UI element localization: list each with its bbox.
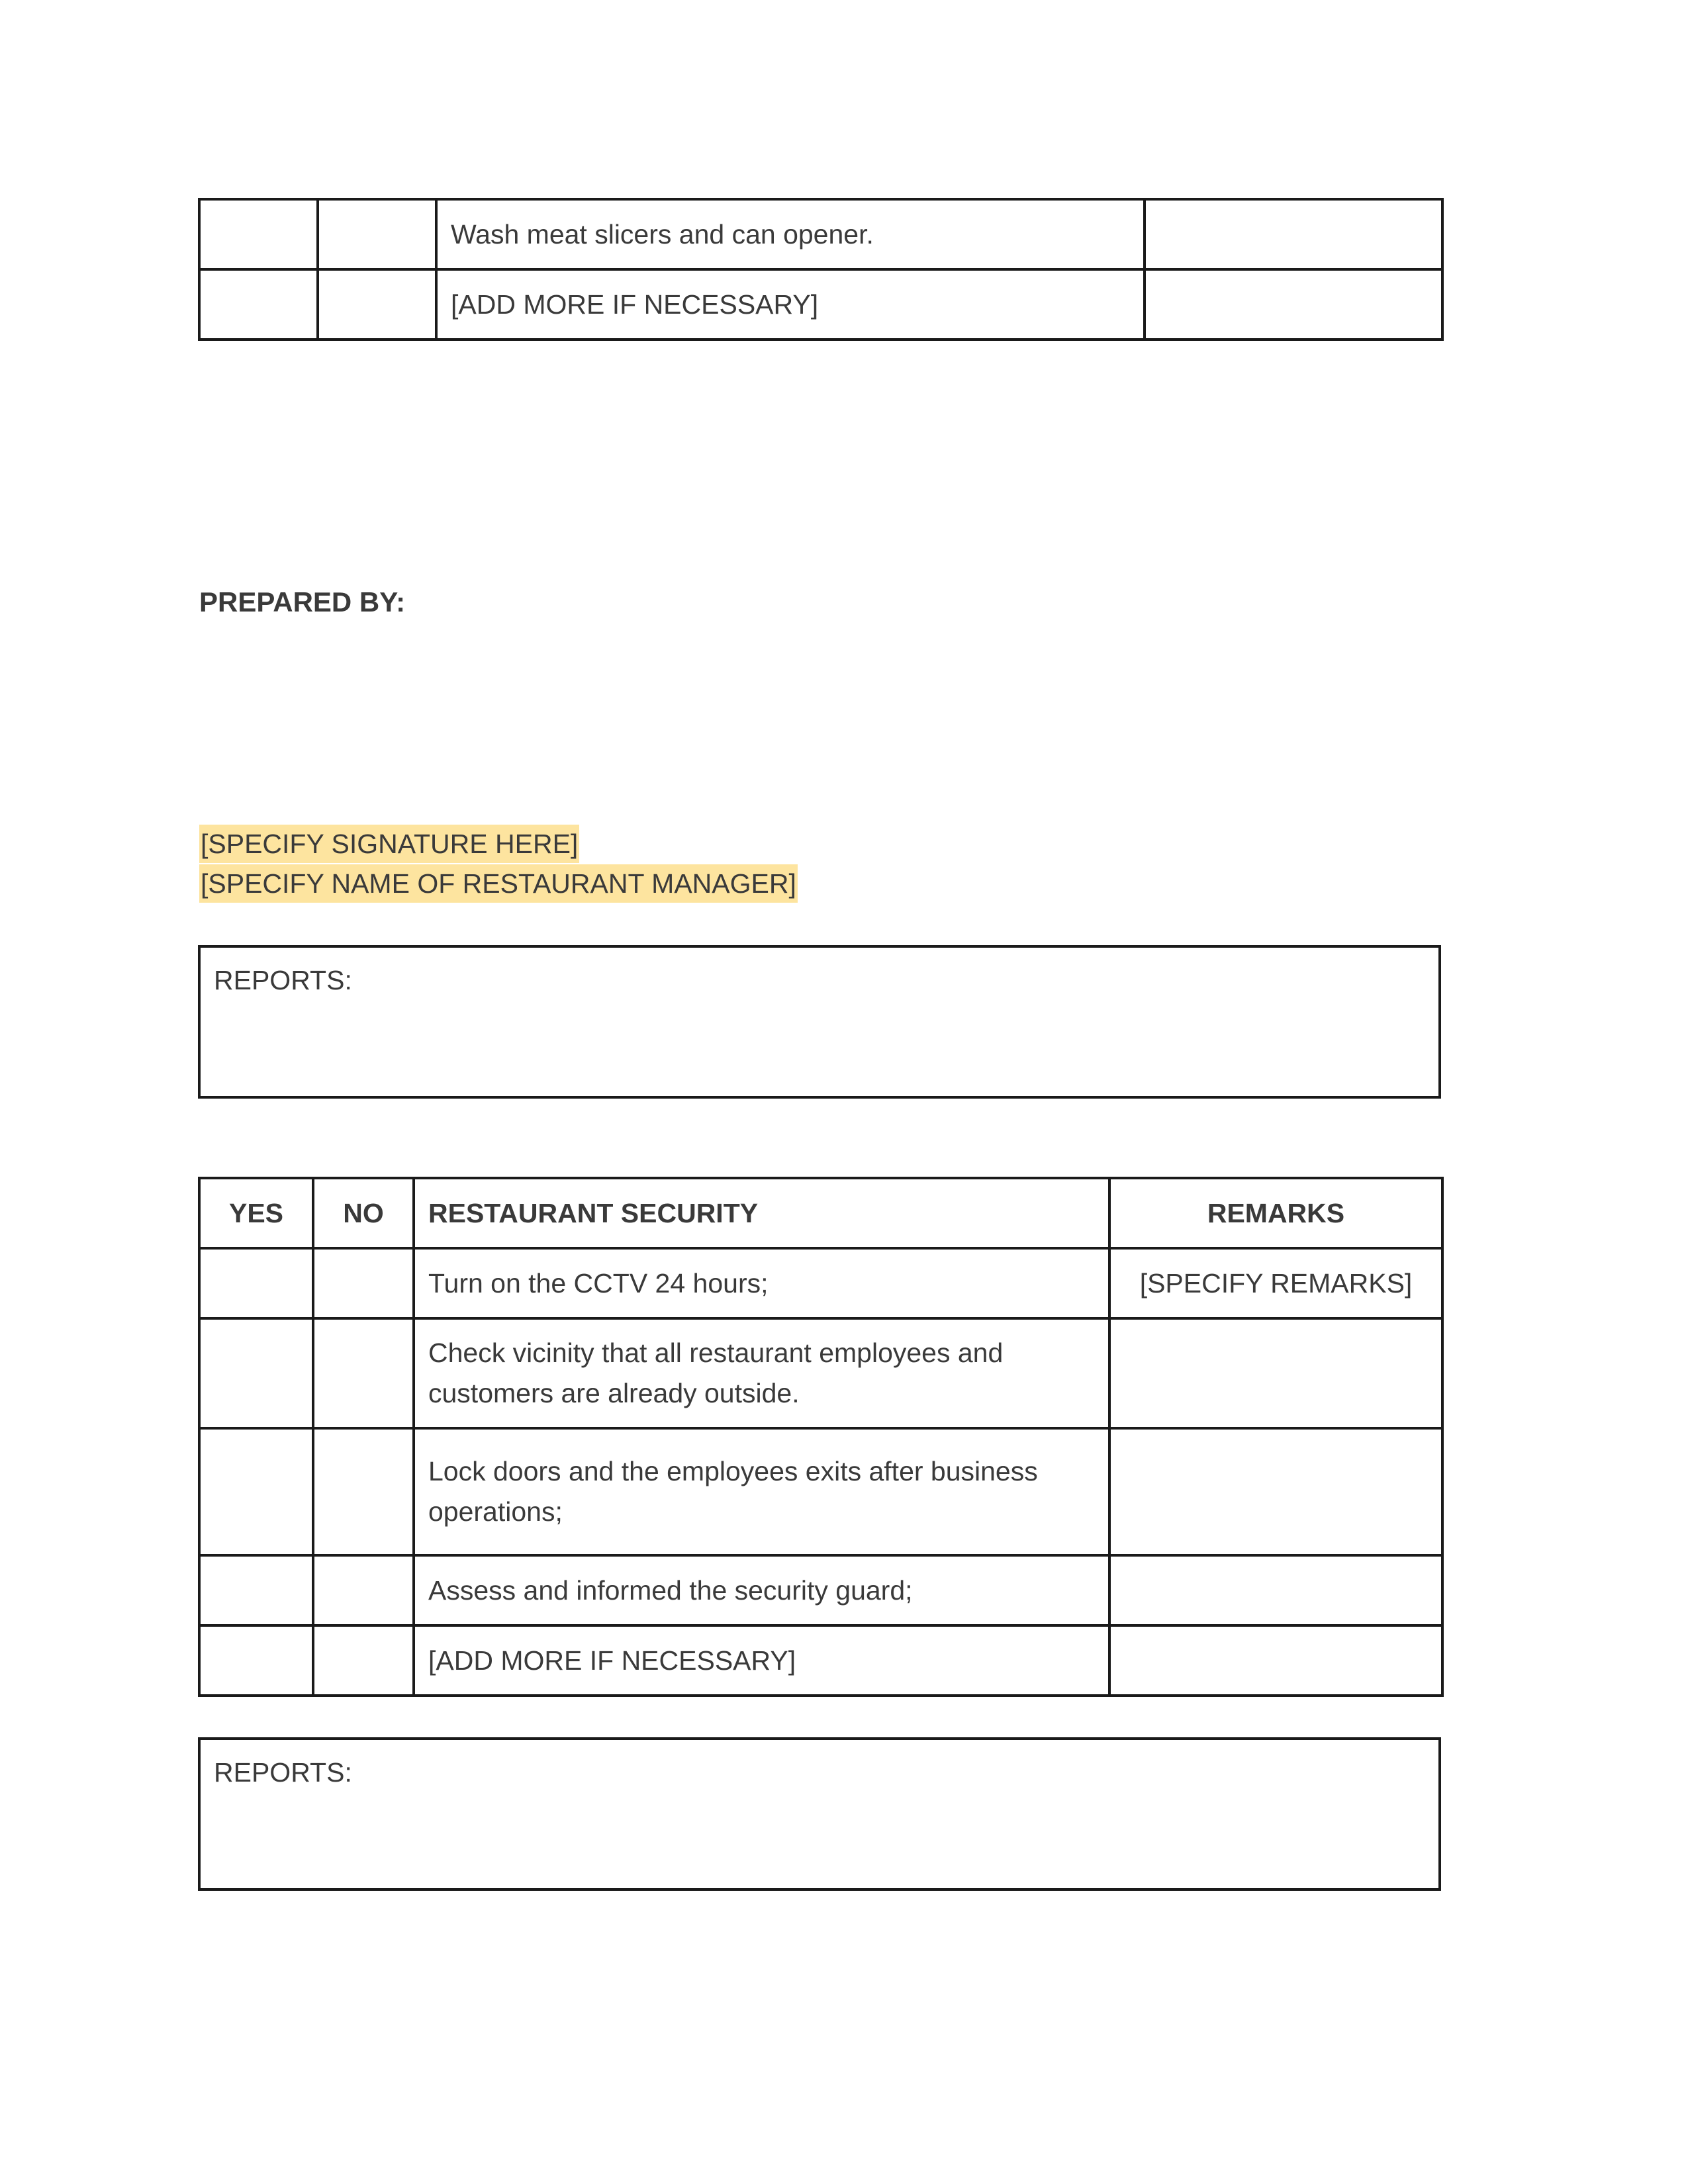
no-cell[interactable] bbox=[313, 1555, 414, 1625]
no-cell[interactable] bbox=[313, 1625, 414, 1696]
yes-cell[interactable] bbox=[199, 1555, 313, 1625]
yes-cell[interactable] bbox=[199, 269, 318, 340]
table-row bbox=[199, 1318, 1442, 1428]
task-cell: Turn on the CCTV 24 hours; bbox=[414, 1248, 1109, 1318]
table-row bbox=[199, 1428, 1442, 1555]
remarks-cell[interactable] bbox=[1145, 269, 1442, 340]
reports-label: REPORTS: bbox=[214, 965, 352, 995]
table-row bbox=[199, 1555, 1442, 1625]
remarks-cell[interactable] bbox=[1109, 1428, 1442, 1555]
no-cell[interactable] bbox=[313, 1318, 414, 1428]
manager-name-placeholder[interactable]: [SPECIFY NAME OF RESTAURANT MANAGER] bbox=[199, 864, 798, 903]
no-cell[interactable] bbox=[318, 269, 436, 340]
reports-label: REPORTS: bbox=[214, 1757, 352, 1788]
no-cell[interactable] bbox=[313, 1248, 414, 1318]
table-row bbox=[199, 1248, 1442, 1318]
task-cell: [ADD MORE IF NECESSARY] bbox=[436, 269, 1145, 340]
remarks-column-header: REMARKS bbox=[1109, 1178, 1442, 1248]
task-cell: [ADD MORE IF NECESSARY] bbox=[414, 1625, 1109, 1696]
section-column-header: RESTAURANT SECURITY bbox=[414, 1178, 1109, 1248]
remarks-cell[interactable] bbox=[1145, 199, 1442, 269]
reports-box[interactable] bbox=[198, 1737, 1441, 1891]
no-cell[interactable] bbox=[313, 1428, 414, 1555]
yes-cell[interactable] bbox=[199, 1318, 313, 1428]
yes-column-header: YES bbox=[199, 1178, 313, 1248]
reports-box[interactable] bbox=[198, 945, 1441, 1099]
task-cell: Check vicinity that all restaurant employees and customers are already outside. bbox=[414, 1318, 1109, 1428]
task-cell: Lock doors and the employees exits after business operations; bbox=[414, 1428, 1109, 1555]
remarks-cell[interactable] bbox=[1109, 1625, 1442, 1696]
table-row bbox=[199, 199, 1442, 269]
signature-placeholder[interactable]: [SPECIFY SIGNATURE HERE] bbox=[199, 825, 579, 863]
task-cell: Wash meat slicers and can opener. bbox=[436, 199, 1145, 269]
yes-cell[interactable] bbox=[199, 1248, 313, 1318]
remarks-cell[interactable]: [SPECIFY REMARKS] bbox=[1109, 1248, 1442, 1318]
table-row bbox=[199, 269, 1442, 340]
yes-cell[interactable] bbox=[199, 1428, 313, 1555]
no-cell[interactable] bbox=[318, 199, 436, 269]
no-column-header: NO bbox=[313, 1178, 414, 1248]
table-header-row bbox=[199, 1178, 1442, 1248]
restaurant-security-table bbox=[198, 1177, 1444, 1697]
task-cell: Assess and informed the security guard; bbox=[414, 1555, 1109, 1625]
remarks-cell[interactable] bbox=[1109, 1318, 1442, 1428]
table-row bbox=[199, 1625, 1442, 1696]
yes-cell[interactable] bbox=[199, 1625, 313, 1696]
remarks-cell[interactable] bbox=[1109, 1555, 1442, 1625]
cleaning-checklist-table-continued bbox=[198, 198, 1444, 341]
prepared-by-heading: PREPARED BY: bbox=[199, 586, 406, 617]
yes-cell[interactable] bbox=[199, 199, 318, 269]
